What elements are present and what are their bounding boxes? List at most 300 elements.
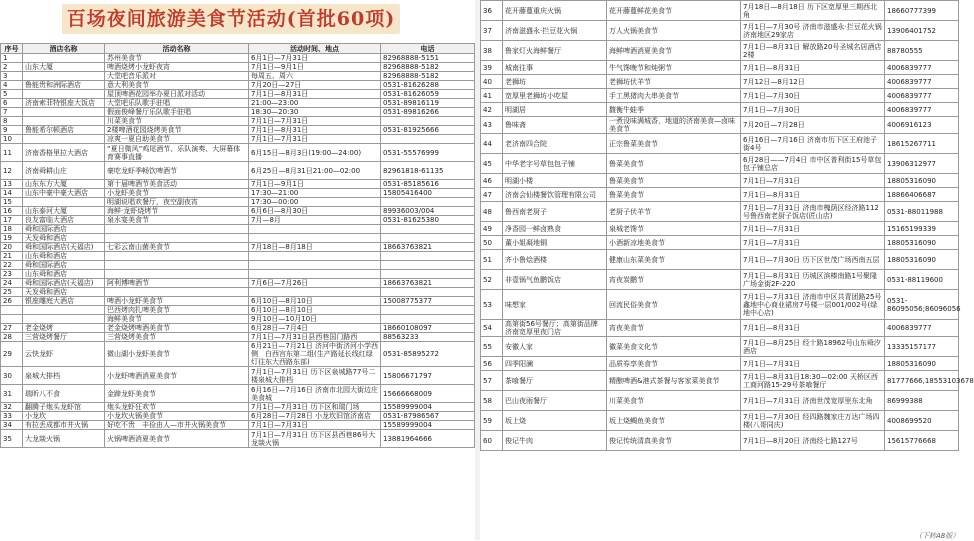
continued-note: （下转A8版） — [915, 532, 960, 540]
cell-time-place: 17:30—00:00 — [249, 198, 381, 207]
cell-phone: 4008699520 — [885, 411, 959, 431]
cell-hotel: 鲁味斋 — [503, 117, 607, 134]
header-hotel: 酒店名称 — [23, 44, 105, 54]
cell-activity: 万人火锅美食节 — [607, 21, 741, 41]
cell-phone: 4006839777 — [885, 61, 959, 75]
cell-time-place: 6月28日—7月4日 — [249, 324, 381, 333]
cell-hotel: 银座雕庭大酒店 — [23, 297, 105, 306]
table-row — [1, 315, 475, 324]
cell-no: 44 — [481, 134, 503, 154]
table-row — [481, 411, 959, 431]
cell-no: 18 — [1, 225, 23, 234]
cell-hotel: 翻腾子炮头龙虾馆 — [23, 403, 105, 412]
table-row — [481, 431, 959, 451]
cell-hotel: 山东舜和酒店 — [23, 252, 105, 261]
table-row — [481, 236, 959, 250]
cell-no: 24 — [1, 279, 23, 288]
cell-hotel: 茶喰餐厅 — [503, 371, 607, 391]
cell-activity — [105, 234, 249, 243]
cell-no — [1, 315, 23, 324]
table-row — [1, 412, 475, 421]
table-row — [1, 225, 475, 234]
cell-time-place: 7月1日—7月31日 济南市槐荫区经济路112号鲁西南老厨子饭店(匠山店) — [741, 202, 885, 222]
cell-time-place: 6月25日—8月31日21:00—02:00 — [249, 162, 381, 180]
table-row — [481, 357, 959, 371]
cell-phone: 4006839777 — [885, 75, 959, 89]
cell-hotel — [23, 306, 105, 315]
cell-no: 2 — [1, 63, 23, 72]
table-row — [481, 117, 959, 134]
table-row — [1, 99, 475, 108]
cell-hotel: 鲁能希尔顿酒店 — [23, 126, 105, 135]
cell-no: 50 — [481, 236, 503, 250]
cell-phone: 0531-85895272 — [381, 342, 475, 367]
page-title: 百场夜间旅游美食节活动(首批60项) — [66, 8, 396, 30]
cell-time-place: 7月1日—8月31日 — [249, 90, 381, 99]
cell-time-place: 7月1日—7月31日 历下区县西巷86号大龙燚火锅 — [249, 430, 381, 448]
cell-time-place — [249, 261, 381, 270]
cell-hotel: 济南索菲特银座大饭店 — [23, 99, 105, 108]
cell-activity: 鲁菜美食节 — [607, 174, 741, 188]
cell-hotel: 泉城大排档 — [23, 367, 105, 385]
cell-time-place: 7月1日—7月31日 — [741, 236, 885, 250]
cell-phone: 18663763821 — [381, 243, 475, 252]
cell-phone: 0531-81625380 — [381, 216, 475, 225]
table-row — [1, 144, 475, 162]
table-row — [1, 198, 475, 207]
table-row — [481, 154, 959, 174]
header-time-place: 活动时间、地点 — [249, 44, 381, 54]
cell-phone: 15165199339 — [885, 222, 959, 236]
cell-phone: 18805316090 — [885, 250, 959, 270]
cell-activity: 小龙虾啤酒消夏美食节 — [105, 367, 249, 385]
cell-phone: 0531-88011988 — [885, 202, 959, 222]
cell-activity: 大堂吧音乐派对 — [105, 72, 249, 81]
cell-no: 34 — [1, 421, 23, 430]
cell-no: 51 — [481, 250, 503, 270]
cell-phone: 0531-87986567 — [381, 412, 475, 421]
table-row — [1, 90, 475, 99]
cell-time-place: 7月18日—8月18日 — [249, 243, 381, 252]
cell-no: 26 — [1, 297, 23, 306]
cell-time-place: 7月1日—9月1日 — [249, 63, 381, 72]
cell-phone: 88780555 — [885, 41, 959, 61]
cell-phone: 0531-85185616 — [381, 180, 475, 189]
table-row — [1, 234, 475, 243]
table-row — [1, 342, 475, 367]
cell-hotel: 齐小鲁烩酒楼 — [503, 250, 607, 270]
table-row — [481, 174, 959, 188]
cell-phone: 15615776668 — [885, 431, 959, 451]
cell-activity: 明湖说唱欢餐厅，夜空副夜宵 — [105, 198, 249, 207]
table-row — [481, 89, 959, 103]
table-row — [1, 279, 475, 288]
table-row — [1, 261, 475, 270]
table-row — [1, 72, 475, 81]
cell-no: 31 — [1, 385, 23, 403]
cell-time-place: 7月1日—7月31日 济南市中区共青团路25号鑫地中心商业裙房7号楼一层001/002号(绿地中心店) — [741, 290, 885, 320]
cell-phone: 88563233 — [381, 333, 475, 342]
cell-no: 25 — [1, 288, 23, 297]
cell-no: 57 — [481, 371, 503, 391]
cell-hotel — [23, 108, 105, 117]
cell-activity: 馥衡牛蛙季 — [607, 103, 741, 117]
cell-no: 27 — [1, 324, 23, 333]
table-row — [1, 216, 475, 225]
cell-activity: 小龙虾美食节 — [105, 189, 249, 198]
cell-activity: 品质券享美食节 — [607, 357, 741, 371]
cell-no: 5 — [1, 90, 23, 99]
cell-time-place: 6月10日—8月10日 — [249, 297, 381, 306]
cell-phone — [381, 225, 475, 234]
cell-phone: 18660777399 — [885, 1, 959, 21]
cell-phone — [381, 270, 475, 279]
cell-time-place — [249, 225, 381, 234]
cell-phone: 81777666,18553103678 — [885, 371, 959, 391]
cell-time-place: 6月10日—8月10日 — [249, 306, 381, 315]
cell-hotel — [23, 315, 105, 324]
cell-time-place: 7月1日—7月31日 — [741, 222, 885, 236]
table-row — [1, 108, 475, 117]
table-row — [1, 333, 475, 342]
cell-activity — [105, 261, 249, 270]
cell-activity: 川菜美食节 — [607, 391, 741, 411]
cell-hotel: 山东泰河大厦 — [23, 207, 105, 216]
cell-hotel: 非壹锅气鱼鹏饭店 — [503, 270, 607, 290]
cell-phone: 0531-89816266 — [381, 108, 475, 117]
cell-hotel: 小龙坎 — [23, 412, 105, 421]
cell-activity: 海鲜·龙虾烧烤节 — [105, 207, 249, 216]
cell-phone: 0531-81925666 — [381, 126, 475, 135]
cell-activity: 精酿啤酒&港式茶餐与客家菜美食节 — [607, 371, 741, 391]
table-row — [481, 391, 959, 411]
table-row — [1, 162, 475, 180]
cell-no: 52 — [481, 270, 503, 290]
cell-hotel: 高第街56号餐厅；高第街品牌济南宽厚里夜门店 — [503, 320, 607, 337]
cell-time-place: 每周五、周六 — [249, 72, 381, 81]
cell-phone: 18866406687 — [885, 188, 959, 202]
cell-hotel — [23, 117, 105, 126]
table-row — [481, 1, 959, 21]
cell-activity: 七彩云南山菌美食节 — [105, 243, 249, 252]
cell-activity: 苏州美食节 — [105, 54, 249, 63]
cell-activity: 微山湖小龙虾美食节 — [105, 342, 249, 367]
cell-time-place: 6月1日—7月31日 — [249, 54, 381, 63]
cell-time-place: 7月12日—8月12日 — [741, 75, 885, 89]
cell-phone — [381, 315, 475, 324]
cell-no: 7 — [1, 108, 23, 117]
cell-no: 60 — [481, 431, 503, 451]
table-row — [481, 61, 959, 75]
cell-activity — [105, 288, 249, 297]
cell-no: 10 — [1, 135, 23, 144]
cell-hotel: 坂上烧 — [503, 411, 607, 431]
table-row — [1, 126, 475, 135]
cell-phone: 13906312977 — [885, 154, 959, 174]
cell-time-place: 7月1日—7月31日 — [741, 174, 885, 188]
cell-time-place: 7月6日—7月26日 — [249, 279, 381, 288]
cell-no: 59 — [481, 411, 503, 431]
cell-time-place: 18:30—20:30 — [249, 108, 381, 117]
cell-time-place — [249, 270, 381, 279]
cell-no: 42 — [481, 103, 503, 117]
cell-hotel: 花开藤蔓重庆火锅 — [503, 1, 607, 21]
cell-time-place: 7月1日—7月30日 历下区世茂广场西南五层 — [741, 250, 885, 270]
table-row — [1, 430, 475, 448]
cell-activity: 火锅啤酒消夏美食节 — [105, 430, 249, 448]
cell-no: 55 — [481, 337, 503, 357]
cell-hotel: 净香园一鲜卤熟食 — [503, 222, 607, 236]
cell-activity: 花开藤蔓鲜花美食节 — [607, 1, 741, 21]
cell-phone: 82961818-61135 — [381, 162, 475, 180]
cell-time-place: 7月1日—8月31日 历城区滨榛南路1号聚隆广场金街2F-220 — [741, 270, 885, 290]
cell-no: 20 — [1, 243, 23, 252]
table-row — [481, 290, 959, 320]
cell-hotel: 中华老字号草包包子铺 — [503, 154, 607, 174]
cell-phone: 4006839777 — [885, 103, 959, 117]
cell-no: 43 — [481, 117, 503, 134]
cell-no: 13 — [1, 180, 23, 189]
table-row — [1, 54, 475, 63]
cell-time-place: 6月21日—7月21日 济河中街济河小学西侧 白西宫东第二组(生产路延长线红绿灯往东大西路东部) — [249, 342, 381, 367]
cell-activity: 巴西烤肉扎啤美食节 — [105, 306, 249, 315]
table-row — [1, 63, 475, 72]
header-phone: 电话 — [381, 44, 475, 54]
cell-activity: 意大利美食节 — [105, 81, 249, 90]
table-row — [1, 421, 475, 430]
cell-hotel: 有拉丢成都市井火锅 — [23, 421, 105, 430]
table-row — [481, 320, 959, 337]
cell-activity: 小酒新凉地美食节 — [607, 236, 741, 250]
cell-activity: 老狮坊伏羊节 — [607, 75, 741, 89]
cell-no: 54 — [481, 320, 503, 337]
cell-phone: 18615267711 — [885, 134, 959, 154]
cell-activity — [105, 252, 249, 261]
table-row — [1, 207, 475, 216]
cell-hotel: 明湖小楼 — [503, 174, 607, 188]
cell-time-place: 7月18日—8月18日 历下区宽厚里三期西北角 — [741, 1, 885, 21]
table-row — [1, 367, 475, 385]
cell-phone: 15806671797 — [381, 367, 475, 385]
cell-no: 21 — [1, 252, 23, 261]
cell-time-place: 9月10日—10月10日 — [249, 315, 381, 324]
cell-time-place: 6月6日—8月30日 — [249, 207, 381, 216]
cell-hotel: 鲁能贵和洲际酒店 — [23, 81, 105, 90]
cell-activity: 宵夜美食节 — [607, 320, 741, 337]
cell-no: 37 — [481, 21, 503, 41]
cell-hotel: 济南舜耕山庄 — [23, 162, 105, 180]
cell-hotel: 鲁西南老厨子 — [503, 202, 607, 222]
cell-time-place: 7月1日—8月31日 解放路20号圣城名居酒店2楼 — [741, 41, 885, 61]
cell-hotel: 明湖居 — [503, 103, 607, 117]
table-row — [1, 243, 475, 252]
cell-time-place — [249, 252, 381, 261]
cell-no: 19 — [1, 234, 23, 243]
events-table-left — [0, 43, 475, 448]
cell-no: 15 — [1, 198, 23, 207]
cell-hotel: 舜和国际酒店 — [23, 261, 105, 270]
table-row — [481, 250, 959, 270]
cell-phone — [381, 306, 475, 315]
cell-no: 14 — [1, 189, 23, 198]
cell-activity: 炮头龙虾狂欢节 — [105, 403, 249, 412]
cell-hotel: 老济南四合院 — [503, 134, 607, 154]
cell-activity: 大堂吧乐队歌手驻唱 — [105, 99, 249, 108]
events-table-right — [480, 0, 974, 451]
cell-time-place: 7月1日—8月31日 — [741, 320, 885, 337]
cell-activity: “夏日微风”鸡尾酒节、乐队演奏、大屏幕体育赛事直播 — [105, 144, 249, 162]
cell-no: 16 — [1, 207, 23, 216]
cell-time-place: 21:00—23:00 — [249, 99, 381, 108]
table-row — [1, 403, 475, 412]
table-row — [1, 135, 475, 144]
cell-activity: 2楼啤酒花园烧烤美食节 — [105, 126, 249, 135]
cell-activity: 啤酒小龙虾美食节 — [105, 297, 249, 306]
cell-no: 40 — [481, 75, 503, 89]
cell-no: 12 — [1, 162, 23, 180]
cell-activity: 宵夜炭鹏节 — [607, 270, 741, 290]
table-row — [1, 324, 475, 333]
cell-phone — [381, 198, 475, 207]
cell-time-place: 6月15日—8月3日(19:00—24:00) — [249, 144, 381, 162]
cell-time-place: 7月—8月 — [249, 216, 381, 225]
cell-phone: 89936003/004 — [381, 207, 475, 216]
cell-activity — [105, 225, 249, 234]
cell-no: 53 — [481, 290, 503, 320]
cell-phone: 15008775377 — [381, 297, 475, 306]
header-no: 序号 — [1, 44, 23, 54]
cell-phone — [381, 234, 475, 243]
cell-activity: 老金烧烤啤酒美食节 — [105, 324, 249, 333]
cell-phone: 4006839777 — [885, 320, 959, 337]
cell-no: 11 — [1, 144, 23, 162]
cell-hotel: 老狮坊 — [503, 75, 607, 89]
table-row — [481, 41, 959, 61]
cell-activity: 好吃不贵 丰俭由人—市井火锅美食节 — [105, 421, 249, 430]
cell-phone: 0531-86095056;86096056 — [885, 290, 959, 320]
cell-time-place: 17:30—21:00 — [249, 189, 381, 198]
cell-hotel — [23, 90, 105, 99]
cell-activity: 假面俊峰餐厅乐队歌手驻唱 — [105, 108, 249, 117]
cell-no: 56 — [481, 357, 503, 371]
cell-time-place: 7月1日—7月31日 — [741, 357, 885, 371]
cell-time-place: 7月1日—9月1日 — [249, 180, 381, 189]
table-row — [1, 81, 475, 90]
cell-time-place: 7月1日—8月25日 经十路18962号山东舜汐酒店 — [741, 337, 885, 357]
cell-no: 6 — [1, 99, 23, 108]
table-row — [481, 134, 959, 154]
table-row — [1, 252, 475, 261]
cell-no: 47 — [481, 188, 503, 202]
cell-time-place: 6月16日—7月16日 济南市北园大街边庄美食城 — [249, 385, 381, 403]
cell-activity: 一煮没味满城香，地道的济南美食—卤味美食节 — [607, 117, 741, 134]
cell-no: 33 — [1, 412, 23, 421]
cell-hotel: 云快龙虾 — [23, 342, 105, 367]
cell-hotel: 舜和国际酒店(天福店) — [23, 279, 105, 288]
cell-time-place: 7月1日—8月20日 济南经七路127号 — [741, 431, 885, 451]
cell-time-place: 6月28日——7月4日 市中区普利街15号草包包子铺总店 — [741, 154, 885, 174]
cell-hotel — [23, 54, 105, 63]
cell-no: 8 — [1, 117, 23, 126]
header-activity: 活动名称 — [105, 44, 249, 54]
cell-no: 49 — [481, 222, 503, 236]
cell-hotel: 鲁家灯火海鲜餐厅 — [503, 41, 607, 61]
table-row — [481, 222, 959, 236]
table-body-right — [481, 1, 974, 451]
table-row — [1, 270, 475, 279]
cell-hotel — [23, 135, 105, 144]
cell-phone: 4006839777 — [885, 89, 959, 103]
cell-no: 35 — [1, 430, 23, 448]
cell-no — [1, 306, 23, 315]
cell-activity: 川菜美食节 — [105, 117, 249, 126]
cell-activity: 健康山东菜美食节 — [607, 250, 741, 270]
cell-activity: 阿利博啤酒节 — [105, 279, 249, 288]
cell-no: 58 — [481, 391, 503, 411]
cell-no: 39 — [481, 61, 503, 75]
cell-hotel: 巴山夜雨餐厅 — [503, 391, 607, 411]
cell-phone — [381, 117, 475, 126]
cell-activity: 海鲜美食节 — [105, 315, 249, 324]
cell-activity: 泉城老馋节 — [607, 222, 741, 236]
cell-no: 17 — [1, 216, 23, 225]
cell-time-place: 7月1日—7月31日 历下区泉城路77号二楼泉城大排档 — [249, 367, 381, 385]
cell-hotel: 济南滋盛永·拦豆花火锅 — [503, 21, 607, 41]
cell-no: 1 — [1, 54, 23, 63]
cell-phone: 0531-89816119 — [381, 99, 475, 108]
cell-no: 3 — [1, 72, 23, 81]
cell-activity: 正宗鲁菜美食节 — [607, 134, 741, 154]
cell-phone: 13335157177 — [885, 337, 959, 357]
table-row — [1, 117, 475, 126]
cell-phone: 82968888-5182 — [381, 63, 475, 72]
cell-hotel: 瑞昕八不食 — [23, 385, 105, 403]
cell-time-place: 7月1日—8月31日 — [741, 188, 885, 202]
table-row — [1, 189, 475, 198]
cell-no: 45 — [481, 154, 503, 174]
cell-phone: 18663763821 — [381, 279, 475, 288]
cell-time-place: 6月16日—7月16日 济南市历下区王府池子街4号 — [741, 134, 885, 154]
cell-hotel: 味想家 — [503, 290, 607, 320]
cell-time-place: 7月20日—7月28日 — [741, 117, 885, 134]
cell-phone: 82968888-5182 — [381, 72, 475, 81]
table-row — [481, 103, 959, 117]
cell-phone — [381, 252, 475, 261]
cell-phone: 0531-88119600 — [885, 270, 959, 290]
cell-activity: 牛气馋晚节和炖粥节 — [607, 61, 741, 75]
right-column — [480, 0, 974, 540]
cell-phone: 13881964666 — [381, 430, 475, 448]
cell-no: 30 — [1, 367, 23, 385]
cell-activity: 坂上烧鲷鱼美食节 — [607, 411, 741, 431]
cell-phone: 15589999004 — [381, 421, 475, 430]
cell-hotel: 良友富临大酒店 — [23, 216, 105, 225]
cell-activity: 第十届啤酒节美食活动 — [105, 180, 249, 189]
cell-activity: 凉爽一夏自助美食节 — [105, 135, 249, 144]
cell-time-place: 7月1日—7月31日 济南世茂宽厚里东北角 — [741, 391, 885, 411]
cell-hotel: 安徽人家 — [503, 337, 607, 357]
cell-phone: 0531-81626288 — [381, 81, 475, 90]
cell-hotel: 济南会仙楼餐饮管理有限公司 — [503, 188, 607, 202]
cell-time-place: 7月1日—7月30日 — [741, 89, 885, 103]
table-row — [1, 306, 475, 315]
table-body-left — [1, 54, 475, 448]
cell-phone — [381, 135, 475, 144]
cell-hotel: 山东中豪中豪大酒店 — [23, 189, 105, 198]
table-header-row — [1, 44, 475, 54]
cell-activity: 金蹄龙虾美食节 — [105, 385, 249, 403]
cell-hotel: 四季阳澜 — [503, 357, 607, 371]
